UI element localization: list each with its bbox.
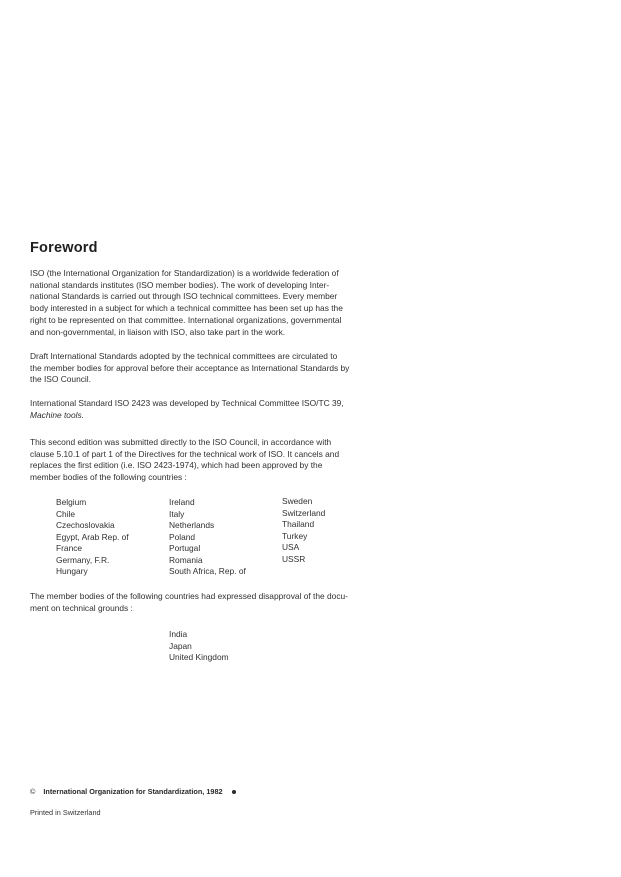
paragraph-disapproval (30, 591, 375, 614)
text-line: This second edition was submitted directly to the ISO Council, in accordance with (30, 437, 332, 447)
text-line: International Standard ISO 2423 was developed by Technical Committee ISO/TC 39, (30, 398, 344, 408)
committee-title: Machine tools. (30, 409, 84, 420)
country-name: USSR (282, 553, 306, 564)
text-line: Draft International Standards adopted by the technical committees are circulated to (30, 351, 338, 361)
approving-countries-column-2 (169, 497, 246, 578)
text-line: national Standards is carried out through ISO technical committees. Every member (30, 291, 338, 302)
country-name: Chile (56, 508, 76, 519)
text-line: right to be represented on that committee. International organizations, governmental (30, 314, 342, 325)
paragraph-development (30, 398, 375, 421)
copyright-text: International Organization for Standardization, 1982 (43, 787, 223, 796)
text-line: national standards institutes (ISO member bodies). The work of developing Inter- (30, 279, 330, 290)
paragraph-draft-standards (30, 351, 375, 386)
text-line: and non-governmental, in liaison with ISO, also take part in the work. (30, 326, 286, 337)
country-name: France (56, 543, 83, 553)
country-name: India (169, 629, 188, 639)
country-name: Poland (169, 531, 196, 542)
text-line: clause 5.10.1 of part 1 of the Directives for the technical work of ISO. It cancels and (30, 448, 340, 459)
printed-in-note: Printed in Switzerland (30, 808, 101, 817)
text-line: ISO (the International Organization for Standardization) is a worldwide federation of (30, 268, 339, 278)
disapproving-countries (169, 629, 229, 664)
country-name: United Kingdom (169, 652, 229, 662)
country-name: Belgium (56, 497, 87, 507)
country-name: Netherlands (169, 520, 215, 530)
country-name: Germany, F.R. (56, 554, 110, 565)
text-line: replaces the first edition (i.e. ISO 2423-1974), which had been approved by the (30, 460, 323, 471)
text-line: the member bodies for approval before their acceptance as International Standards by (30, 362, 350, 373)
bullet-icon (232, 790, 236, 794)
country-name: Italy (169, 508, 185, 519)
country-name: Romania (169, 554, 203, 565)
country-name: Czechoslovakia (56, 520, 115, 530)
country-name: Sweden (282, 496, 313, 506)
text-line: ment on technical grounds : (30, 602, 133, 613)
country-name: Hungary (56, 566, 88, 576)
text-line: member bodies of the following countries : (30, 472, 187, 483)
paragraph-iso-intro (30, 268, 375, 338)
country-name: South Africa, Rep. of (169, 566, 246, 576)
copyright-icon: © (30, 787, 36, 796)
text-line: The member bodies of the following countries had expressed disapproval of the docu- (30, 591, 348, 601)
country-name: Turkey (282, 530, 308, 541)
paragraph-second-edition (30, 437, 375, 484)
country-name: Ireland (169, 497, 195, 507)
country-name: Switzerland (282, 507, 326, 518)
country-name: USA (282, 542, 300, 552)
country-name: Japan (169, 640, 192, 651)
copyright-notice (30, 787, 236, 796)
country-name: Thailand (282, 519, 315, 529)
country-name: Portugal (169, 543, 201, 553)
approving-countries-column-1 (56, 497, 129, 578)
text-line: the ISO Council. (30, 374, 91, 385)
approving-countries-column-3 (282, 496, 325, 565)
country-name: Egypt, Arab Rep. of (56, 531, 129, 542)
page-title: Foreword (30, 240, 98, 256)
text-line: body interested in a subject for which a technical committee has been set up has the (30, 303, 343, 314)
